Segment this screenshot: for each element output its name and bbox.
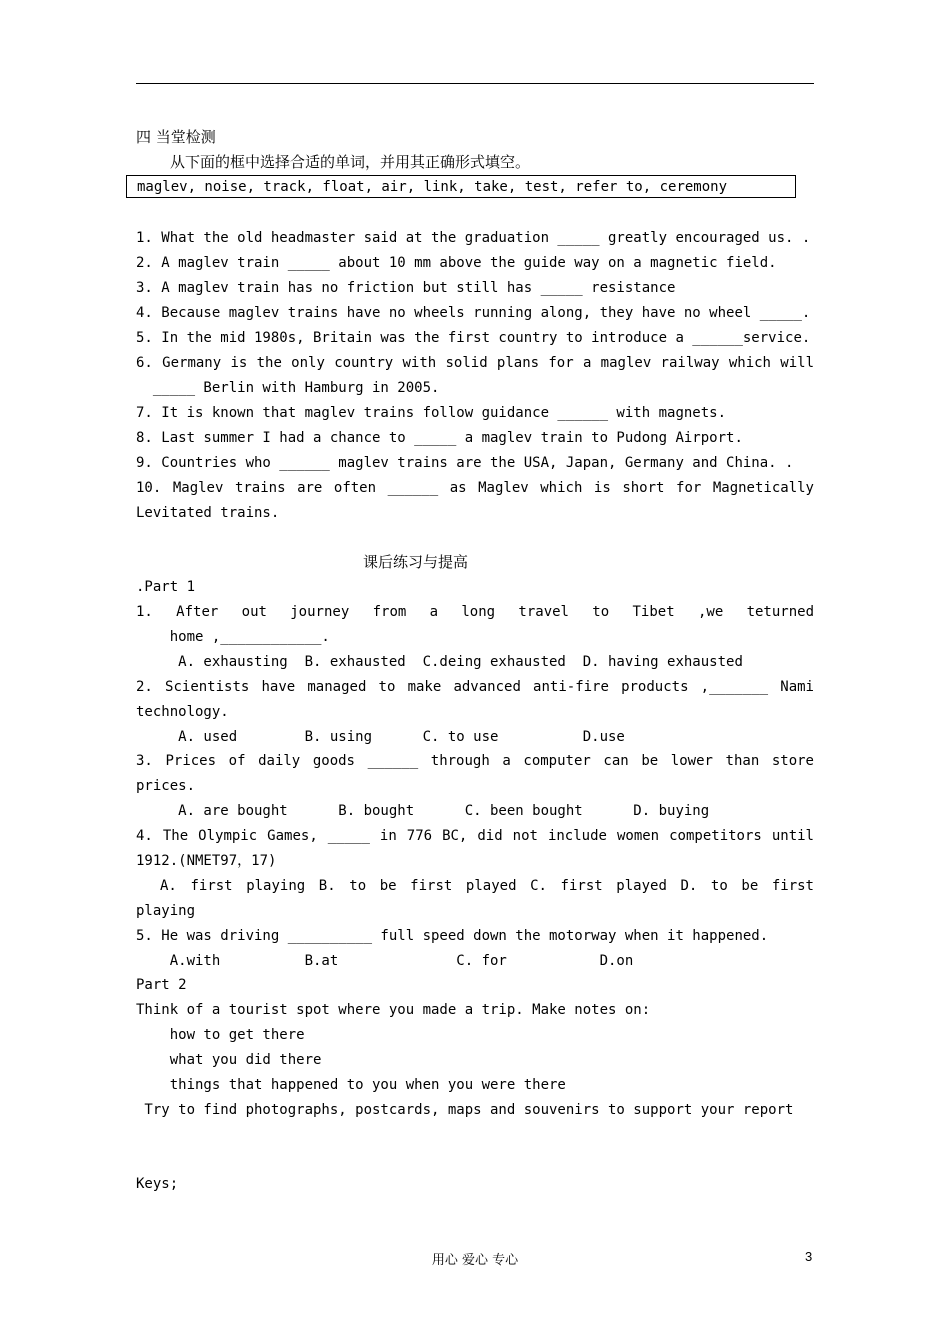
fill-question-1: 1. What the old headmaster said at the graduation _____ greatly encouraged us. . <box>136 230 811 246</box>
mc-question-3-options: A. are bought B. bought C. been bought D. buying <box>136 803 710 819</box>
mc-question-3-cont: prices. <box>136 778 196 794</box>
mc-question-5: 5. He was driving __________ full speed down the motorway when it happened. <box>136 928 769 944</box>
part2-note-2: what you did there <box>136 1052 322 1068</box>
part2-note-3: things that happened to you when you were there <box>136 1077 566 1093</box>
mc-question-2-cont: technology. <box>136 704 229 720</box>
mc-question-4-options-cont: playing <box>136 903 196 919</box>
mc-question-4-cont: 1912.(NMET97，17) <box>136 853 277 869</box>
fill-question-6: 6. Germany is the only country with solid plans for a maglev railway which will <box>136 355 814 371</box>
fill-question-4: 4. Because maglev trains have no wheels running along, they have no wheel _____. <box>136 305 811 321</box>
fill-question-10-cont: Levitated trains. <box>136 505 280 521</box>
section-instruction: 从下面的框中选择合适的单词，并用其正确形式填空。 <box>170 153 531 171</box>
mc-question-2: 2. Scientists have managed to make advanced anti-fire products ,_______ Nami <box>136 679 814 695</box>
word-bank-text: maglev, noise, track, float, air, link, take, test, refer to, ceremony <box>137 179 728 195</box>
fill-question-9: 9. Countries who ______ maglev trains are the USA, Japan, Germany and China. . <box>136 455 794 471</box>
mc-question-2-options: A. used B. using C. to use D.use <box>136 729 625 745</box>
fill-question-3: 3. A maglev train has no friction but still has _____ resistance <box>136 280 676 296</box>
part2-note-4: Try to find photographs, postcards, maps and souvenirs to support your report <box>136 1102 794 1118</box>
fill-question-5: 5. In the mid 1980s, Britain was the first country to introduce a ______service. <box>136 330 811 346</box>
part2-heading: Part 2 <box>136 977 187 993</box>
mc-question-1: 1. After out journey from a long travel to Tibet ,we teturned <box>136 604 814 620</box>
mc-question-4-options: A. first playing B. to be first played C. first played D. to be first <box>160 878 814 894</box>
part2-intro: Think of a tourist spot where you made a trip. Make notes on: <box>136 1002 651 1018</box>
fill-question-7: 7. It is known that maglev trains follow guidance ______ with magnets. <box>136 405 727 421</box>
section-title: 四 当堂检测 <box>136 128 216 146</box>
part1-heading: .Part 1 <box>136 579 196 595</box>
fill-question-6-cont: _____ Berlin with Hamburg in 2005. <box>136 380 440 396</box>
mc-question-3: 3. Prices of daily goods ______ through a computer can be lower than store <box>136 753 814 769</box>
fill-question-10: 10. Maglev trains are often ______ as Maglev which is short for Magnetically <box>136 480 814 496</box>
fill-question-2: 2. A maglev train _____ about 10 mm above the guide way on a magnetic field. <box>136 255 777 271</box>
fill-question-8: 8. Last summer I had a chance to _____ a maglev train to Pudong Airport. <box>136 430 743 446</box>
practice-title: 课后练习与提高 <box>363 553 469 571</box>
mc-question-1-options: A. exhausting B. exhausted C.deing exhausted D. having exhausted <box>136 654 743 670</box>
mc-question-1-cont: home ,____________. <box>136 629 330 645</box>
footer-text: 用心 爱心 专心 <box>431 1253 519 1268</box>
page-number: 3 <box>805 1249 813 1264</box>
keys-label: Keys; <box>136 1176 179 1192</box>
mc-question-5-options: A.with B.at C. for D.on <box>136 953 634 969</box>
word-bank-box <box>126 175 796 198</box>
part2-note-1: how to get there <box>136 1027 305 1043</box>
header-rule <box>136 83 814 84</box>
mc-question-4: 4. The Olympic Games, _____ in 776 BC, did not include women competitors until <box>136 828 814 844</box>
